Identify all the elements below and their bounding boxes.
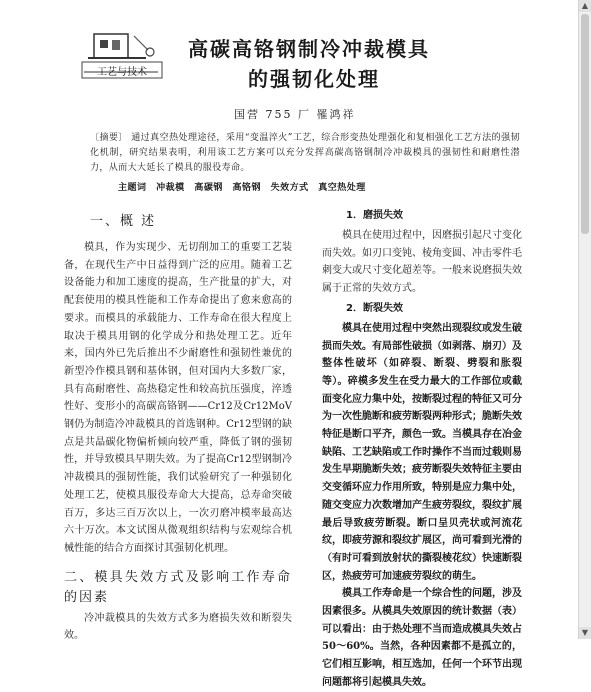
scroll-up-icon[interactable]: ▲ [579, 0, 591, 12]
subsection-1-heading: 1．磨损失效 [346, 210, 403, 221]
section-1-paragraph: 模具，作为实现少、无切削加工的重要工艺装备，在现代生产中日益得到广泛的应用。随着工艺设备能力和加工速度的提高，生产批量的扩大，对配套使用的模具性能和工作寿命提出了愈来愈高的要求。而模具的承载能力、工作寿命在很大程度上取决于模具用钢的化学成分和热处理工艺。近年来，国内外已先后推出不少耐磨性和强韧性兼优的新型冷作模具钢和基体钢，但对国内大多数厂家，具有高耐磨性、高热稳定性和较高抗压强度，淬透性好、变形小的高碳高铬钢——Cr12及Cr12MoV钢仍为制造冷冲裁模具的首选钢种。Cr12型钢的缺点是共晶碳化物偏析倾向较严重，降低了钢的强韧性，并导致模具早期失效。为了提高Cr12型钢制冷冲裁模具的强韧性能，我们试验研究了一种强韧化处理工艺，使模具服役寿命大大提高，总寿命突破百万，多达三百万次以上，一次刃磨冲模率最高达六十万次。本文试图从微观组织结构与宏观综合机械性能的结合方面探讨其强韧化机理。 [64, 242, 292, 554]
section-1-heading: 一、概 述 [90, 214, 157, 229]
subsection-2-heading: 2．断裂失效 [346, 302, 403, 314]
section-2-heading: 二、模具失效方式及影响工作寿命的因素 [64, 569, 292, 605]
right-column [322, 207, 522, 692]
abstract-text: 通过真空热处理途径，采用“变温淬火”工艺，综合形变热处理强化和复相强化工艺方法的强韧化机制，研究结果表明，利用该工艺方案可以充分发挥高碳高铬钢制冷冲裁模具的强韧性和耐磨性潜力，从而大大延长了模具的服役寿命。 [90, 133, 520, 173]
scroll-down-icon[interactable]: ▼ [579, 627, 591, 639]
abstract-label: 〔摘要〕 [90, 133, 128, 143]
subsection-1-paragraph: 模具在使用过程中，因磨损引起尺寸变化而失效。如刃口变钝、棱角变圆、冲击零件毛刺变大或尺寸变化超差等。一般来说磨损失效属于正常的失效方式。 [322, 230, 522, 295]
keyword-item: 真空热处理 [318, 183, 366, 193]
article-title [188, 34, 448, 94]
logo-text: 工艺与技术 [97, 67, 147, 78]
vertical-scrollbar[interactable] [578, 0, 591, 639]
title-line-2: 的强韧化处理 [248, 67, 380, 91]
keywords-label: 主题词 [118, 183, 147, 193]
keyword-item: 高碳钢 [194, 183, 223, 193]
scroll-thumb[interactable] [581, 14, 589, 234]
left-column [64, 207, 292, 645]
section-2-paragraph: 冷冲裁模具的失效方式多为磨损失效和断裂失效。 [64, 612, 292, 642]
keyword-item: 失效方式 [270, 183, 309, 193]
subsection-2-paragraph: 模具在使用过程中突然出现裂纹或发生破损而失效。有局部性破损（如剥落、崩刃）及整体性破坏（如碎裂、断裂、劈裂和胀裂等）。碎模多发生在受力最大的工作部位或截面变化应力集中处，按断裂过程的特征又可分为一次性脆断和疲劳断裂两种形式；脆断失效特征是断口平齐，颜色一致。当模具存在冶金缺陷、工艺缺陷或工作时操作不当而过载则易发生早期脆断失效；疲劳断裂失效特征主要由交变循环应力作用所致，特别是应力集中处，随交变应力次数增加产生疲劳裂纹，裂纹扩展最后导致疲劳断裂。断口呈贝壳状或河流花纹，即疲劳源和裂纹扩展区，尚可看到光滑的（有时可看到放射状的撕裂棱花纹）快速断裂区，热疲劳可加速疲劳裂纹的萌生。 [322, 322, 522, 582]
abstract [90, 131, 520, 176]
keyword-item: 高铬钢 [232, 183, 261, 193]
section-logo-icon [76, 28, 166, 84]
subsection-3-paragraph: 模具工作寿命是一个综合性的问题，涉及因素很多。从模具失效原因的统计数据（表）可以看出：由于热处理不当而造成模具失效占50～60%。当然，各种因素都不是孤立的，它们相互影响，相互选加，任何一个环节出现问题都将引起模具失效。 [322, 588, 522, 688]
keyword-item: 冲裁模 [156, 183, 185, 193]
keywords [118, 180, 366, 193]
author-line: 国营 755 厂 罹鸿祥 [234, 108, 356, 121]
title-line-1: 高碳高铬钢制冷冲裁模具 [188, 37, 430, 61]
